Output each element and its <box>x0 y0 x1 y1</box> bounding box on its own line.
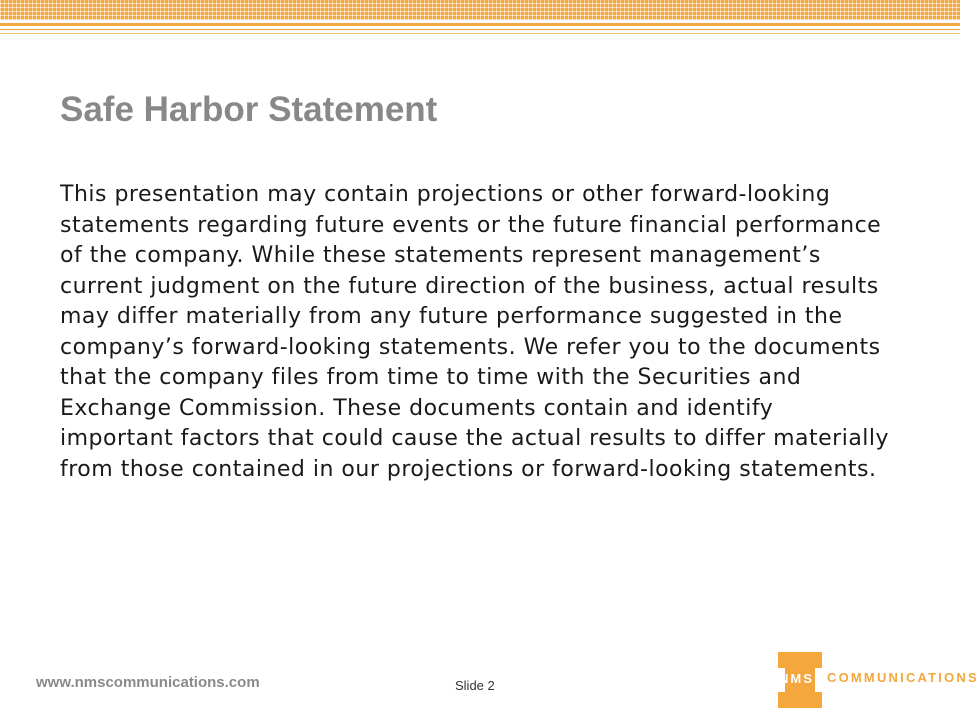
logo-nms-text: NMS <box>779 671 814 686</box>
top-divider-line <box>0 29 960 30</box>
slide-number: Slide 2 <box>455 678 495 693</box>
slide-body-text: This presentation may contain projections or other forward-looking statements regarding future events or the future financial performance of the company. While these statements represent management’s current judgment on the future direction of the business, actual results may differ materially from any future performance suggested in the company’s forward-looking statements. We refer you to the documents that the company files from time to time with the Securities and Exchange Commission. These documents contain and identify important factors that could cause the actual results to differ materially from those contained in our projections or forward-looking statements. <box>60 182 890 482</box>
top-decorative-band <box>0 0 960 20</box>
top-divider-line <box>0 23 960 26</box>
logo-wordmark: COMMUNICATIONS <box>827 670 979 685</box>
footer-website-url: www.nmscommunications.com <box>36 674 260 691</box>
top-divider-line <box>0 33 960 34</box>
company-logo <box>775 650 979 710</box>
slide-title: Safe Harbor Statement <box>60 90 438 129</box>
